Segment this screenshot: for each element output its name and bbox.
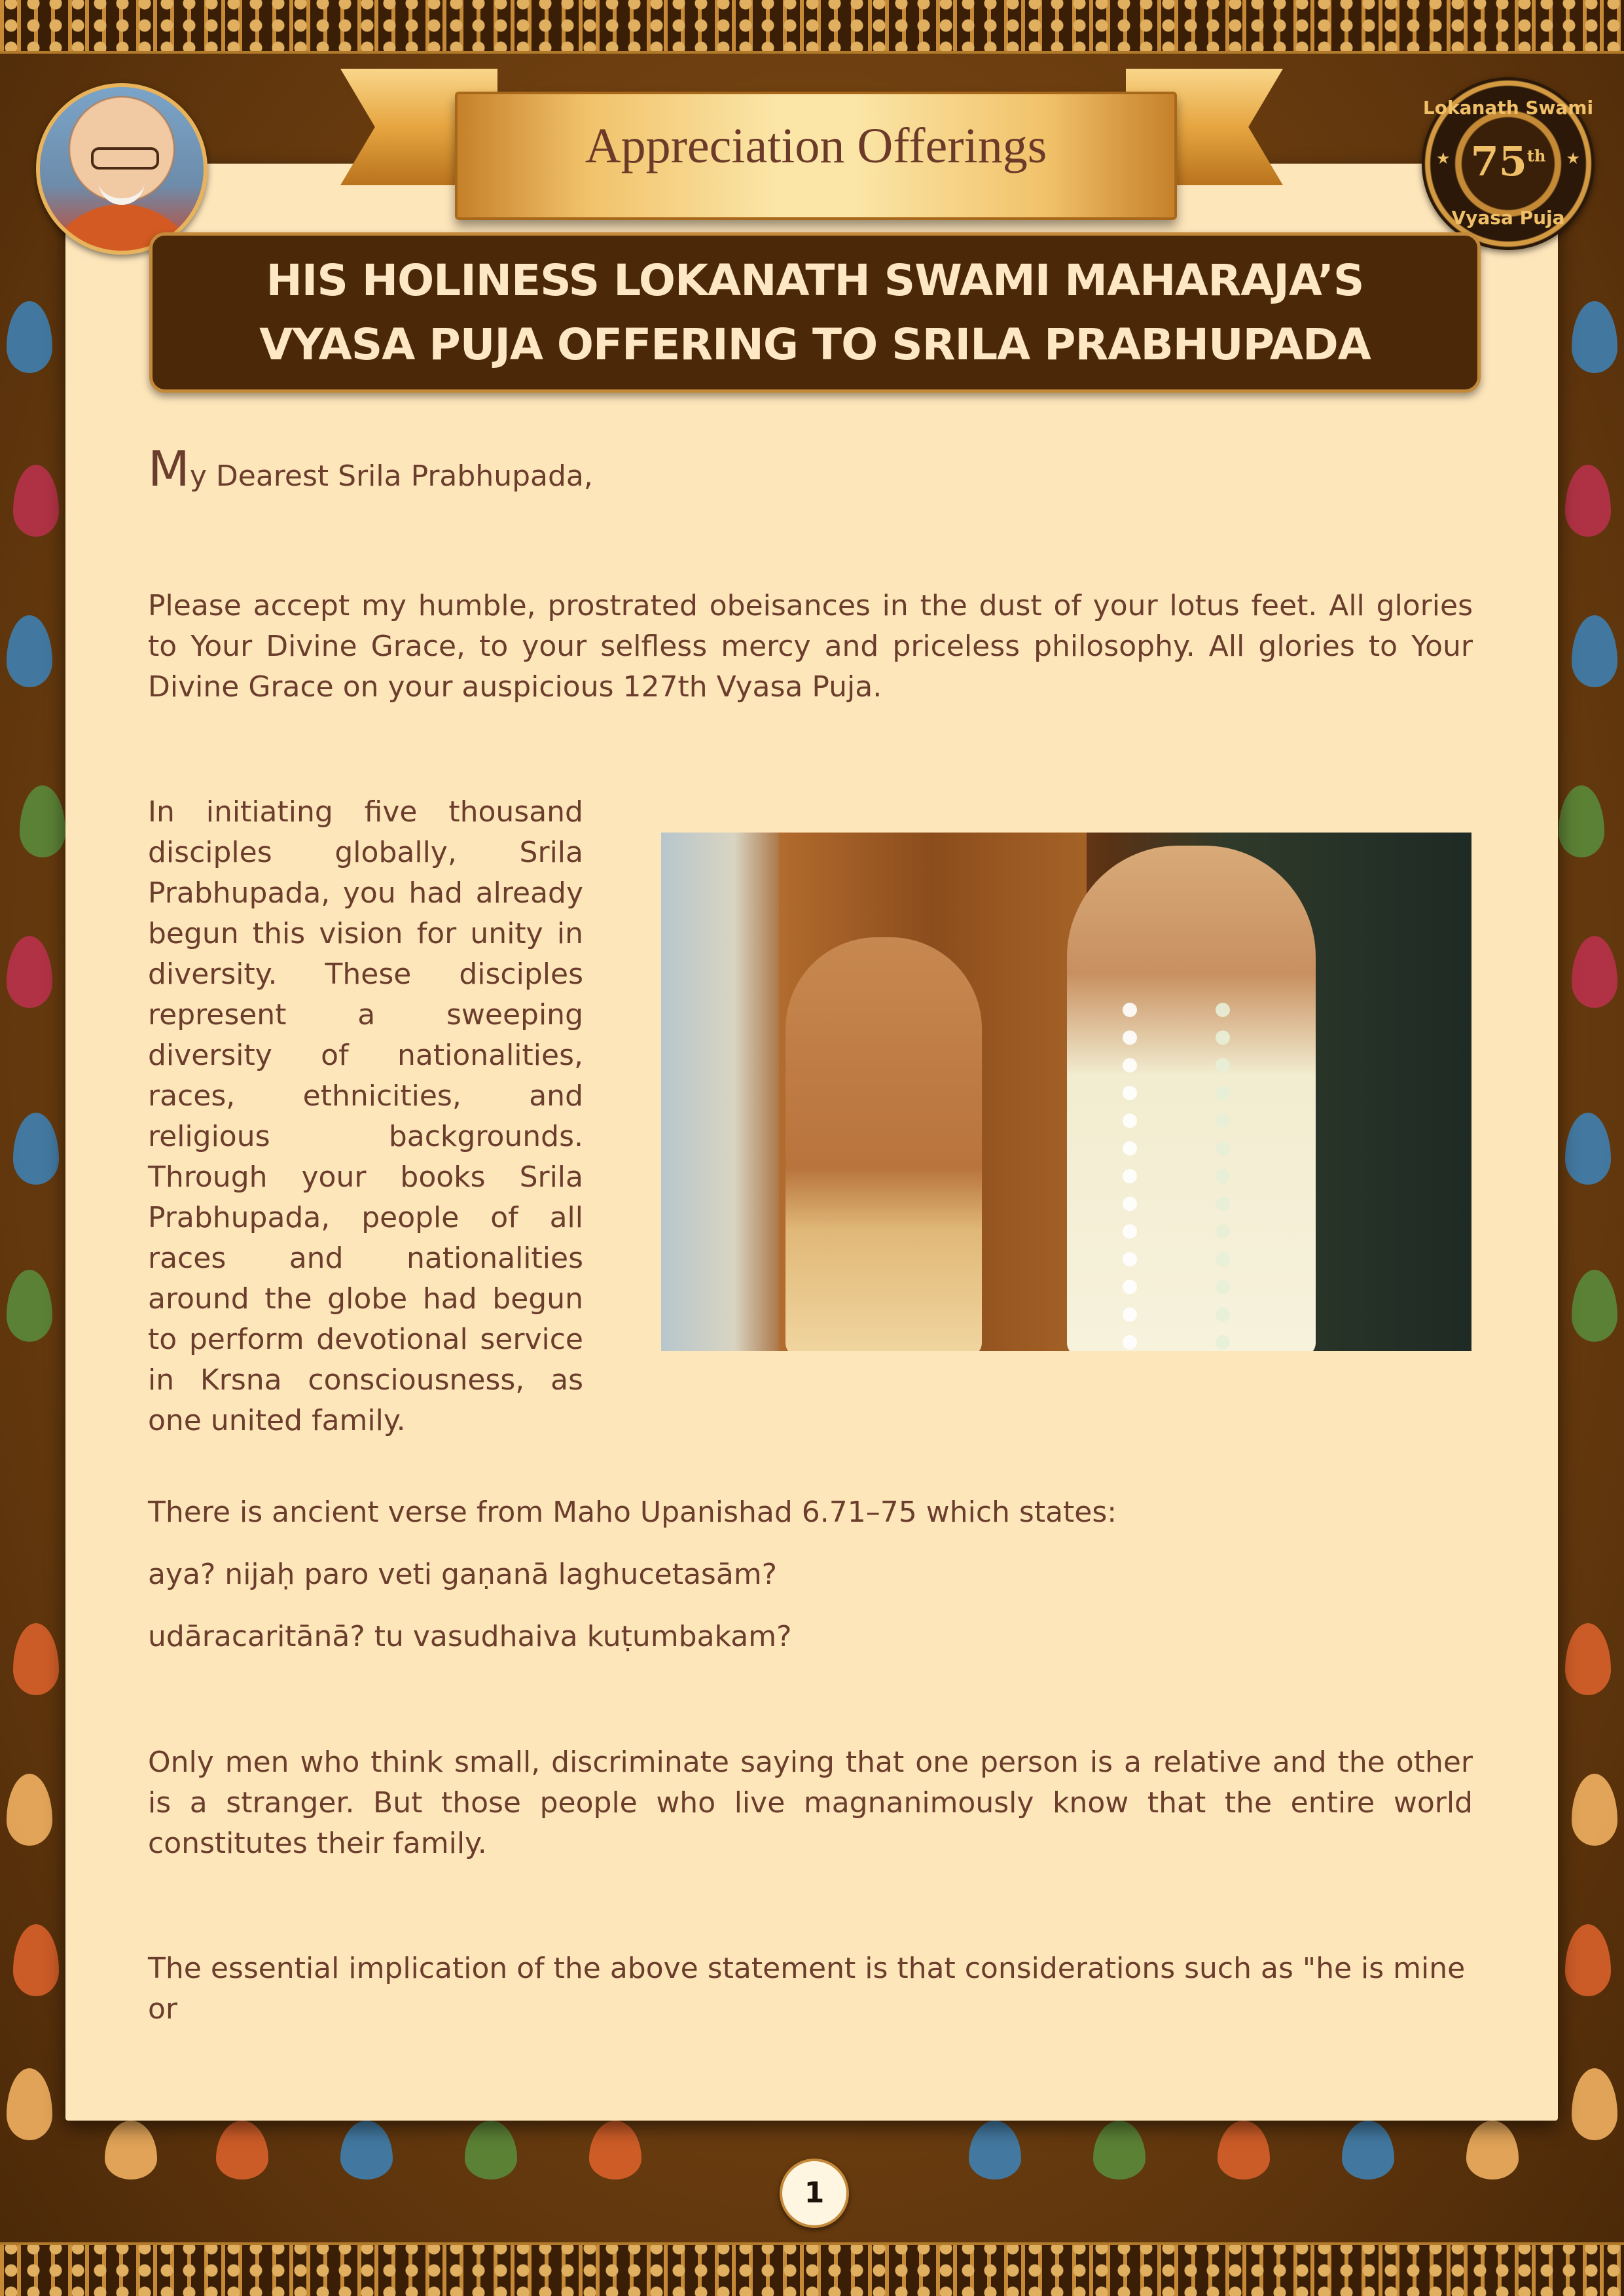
star-icon: ★ bbox=[1436, 149, 1451, 168]
banner-title: Appreciation Offerings bbox=[585, 118, 1047, 173]
title-ribbon bbox=[455, 92, 1177, 220]
top-ornamental-border bbox=[0, 0, 1624, 54]
paragraph-verse-intro: There is ancient verse from Maho Upanishad 6.71–75 which states: bbox=[148, 1496, 1117, 1529]
verse-line-2: udāracaritānā? tu vasudhaiva kuṭumbakam? bbox=[148, 1620, 792, 1653]
seal-bottom-text: Vyasa Puja bbox=[1451, 207, 1565, 228]
paragraph-unity-in-diversity: In initiating five thousand disciples globally, Srila Prabhupada, you had already begun this vision for unity in diversity. These disciples represent a sweeping diversity of nationalities, races, ethnicities, and religious backgrounds. Through your books Srila Prabhupada, people of all races and nationalities around the globe had begun to perform devotional service in Krsna consciousness, as one united family. bbox=[148, 795, 583, 1437]
salutation-initial: M bbox=[148, 441, 190, 497]
seal-number: 75th bbox=[1470, 137, 1546, 185]
heading-line-1: HIS HOLINESS LOKANATH SWAMI MAHARAJA’S bbox=[266, 255, 1364, 306]
salutation bbox=[148, 441, 593, 497]
prabhupada-photo bbox=[661, 833, 1471, 1351]
heading-line-2: VYASA PUJA OFFERING TO SRILA PRABHUPADA bbox=[259, 319, 1371, 370]
bottom-ornamental-border bbox=[0, 2242, 1624, 2296]
right-petal-border bbox=[1552, 249, 1624, 2147]
page-number: 1 bbox=[780, 2159, 849, 2228]
salutation-text: y Dearest Srila Prabhupada, bbox=[189, 459, 593, 493]
seal-top-text: Lokanath Swami bbox=[1422, 97, 1594, 118]
verse-line-1: aya? nijaḥ paro veti gaṇanā laghucetasām? bbox=[148, 1558, 778, 1591]
paragraph-verse-translation: Only men who think small, discriminate saying that one person is a relative and the other is a stranger. But those people who live magnanimously know that the entire world constitutes their family. bbox=[148, 1746, 1473, 1860]
author-avatar bbox=[36, 83, 208, 255]
paragraph-obeisances: Please accept my humble, prostrated obeisances in the dust of your lotus feet. All glories to Your Divine Grace, to your selfless mercy and priceless philosophy. All glories to Your Divine Grace on your auspicious 127th Vyasa Puja. bbox=[148, 589, 1473, 704]
left-petal-border bbox=[0, 249, 72, 2147]
vyasa-puja-seal bbox=[1422, 77, 1595, 250]
star-icon: ★ bbox=[1566, 149, 1580, 168]
offering-heading bbox=[149, 232, 1481, 393]
paragraph-implication: The essential implication of the above statement is that considerations such as "he is mine or bbox=[148, 1952, 1466, 2026]
